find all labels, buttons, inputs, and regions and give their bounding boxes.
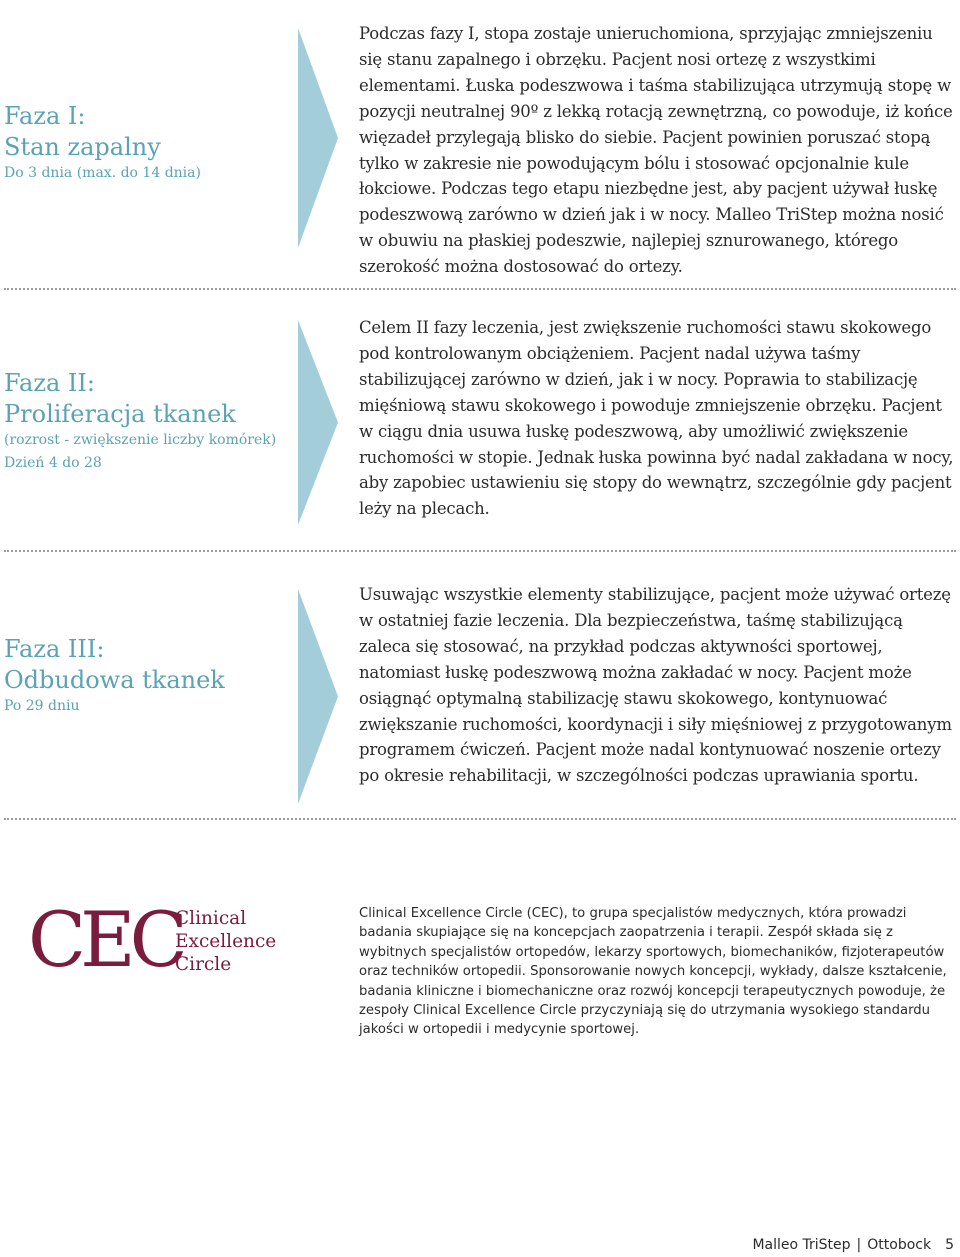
phase-3-title-line-1: Faza III: [4,635,105,663]
phase-2-title-line-2: Proliferacja tkanek [4,400,236,428]
phase-1-text: Podczas fazy I, stopa zostaje unieruchomiona, sprzyjając zmniejszeniu się stanu zapalnego i obrzęku. Pacjent nosi ortezę z wszystkimi elementami. Łuska podeszwowa i taśma stabilizująca utrzymują stopę w pozycji neutralnej 90º z lekką rotacją zewnętrzną, co powoduje, iż końce więzadeł przylegają blisko do siebie. Pacjent powinien poruszać stopą tylko w zakresie nie powodującym bólu i stosować opcjonalnie kule łokciowe. Podczas tego etapu niezbędne jest, aby pacjent używał łuskę podeszwową zarówno w dzień jak i w nocy. Malleo TriStep można nosić w obuwiu na płaskiej podeszwie, najlepiej sznurowanego, którego szerokość można dostosować do ortezy. [359,24,953,277]
cec-logo-word-circle: Circle [175,954,232,975]
divider-3 [4,818,956,820]
footer-brand: Ottobock [867,1237,932,1253]
footer-product: Malleo TriStep [752,1237,851,1253]
cec-logo-word-excellence: Excellence [175,931,277,952]
phase-3-text: Usuwając wszystkie elementy stabilizujące, pacjent może używać ortezę w ostatniej fazie leczenia. Dla bezpieczeństwa, taśmę stabilizującą zaleca się stosować, na przykład podczas aktywności sportowej, natomiast łuskę podeszwową można zakładać w nocy. Pacjent może osiągnąć optymalną stabilizację stawu skokowego, kontynuować zwiększanie ruchomości, koordynacji i siły mięśniowej z przygotowanym programem ćwiczeń. Pacjent może nadal kontynuować noszenie ortezy po okresie rehabilitacji, w szczególności podczas uprawiania sportu. [359,585,952,786]
phase-2-heading [4,368,294,473]
chevron-right-icon [298,589,338,804]
phase-2-section [0,290,960,550]
cec-description: Clinical Excellence Circle (CEC), to grupa specjalistów medycznych, która prowadzi badania skupiające się na koncepcjach zaopatrzenia i terapii. Zespół składa się z wybitnych specjalistów ortopedów, lekarzy sportowych, biomechaników, fizjoterapeutów oraz techników ortopedii. Sponsorowanie nowych koncepcji, wykłady, dalsze kształcenie, badania kliniczne i biomechaniczne oraz rozwój koncepcji terapeutycznych powoduje, że zespoły Clinical Excellence Circle przyczyniają się do utrzymania wysokiego standardu jakości w ortopedii i medycynie sportowej. [359,906,947,1038]
phase-3-title [4,634,294,696]
phase-1-heading [4,101,294,183]
phase-2-duration: Dzień 4 do 28 [4,455,102,471]
cec-logo-word-clinical: Clinical [175,908,247,929]
phase-2-text: Celem II fazy leczenia, jest zwiększenie ruchomości stawu skokowego pod kontrolowanym obciążeniem. Pacjent nadal używa taśmy stabilizującej zarówno w dzień, jak i w nocy. Poprawia to stabilizację mięśniową stawu skokowego i powoduje zmniejszenie obrzęku. Pacjent w ciągu dnia usuwa łuskę podeszwową, aby umożliwić zwiększenie ruchomości w stopie. Jednak łuska powinna być nadal zakładana w nocy, aby zapobiec ustawieniu się stopy do wewnątrz, szczególnie gdy pacjent leży na plecach. [359,318,954,519]
chevron-right-icon [298,28,338,248]
phase-2-description: (rozrost - zwiększenie liczby komórek) [4,432,277,448]
cec-logo-mark: CEC [28,895,182,984]
phase-2-title-line-1: Faza II: [4,369,95,397]
page-number: 5 [945,1237,954,1253]
phase-2-title [4,368,294,430]
phase-3-heading [4,634,294,716]
phase-3-section [0,552,960,817]
chevron-right-icon [298,320,338,525]
page-footer [752,1237,954,1253]
phase-1-title-line-2: Stan zapalny [4,133,161,161]
phase-1-duration: Do 3 dnia (max. do 14 dnia) [4,165,201,181]
phase-1-title [4,101,294,163]
phase-3-duration: Po 29 dniu [4,698,80,714]
cec-logo [28,895,298,984]
footer-separator: | [856,1237,862,1253]
phase-1-title-line-1: Faza I: [4,102,86,130]
phase-3-title-line-2: Odbudowa tkanek [4,666,225,694]
phase-1-section [0,0,960,290]
cec-logo-wordmark [175,907,276,976]
